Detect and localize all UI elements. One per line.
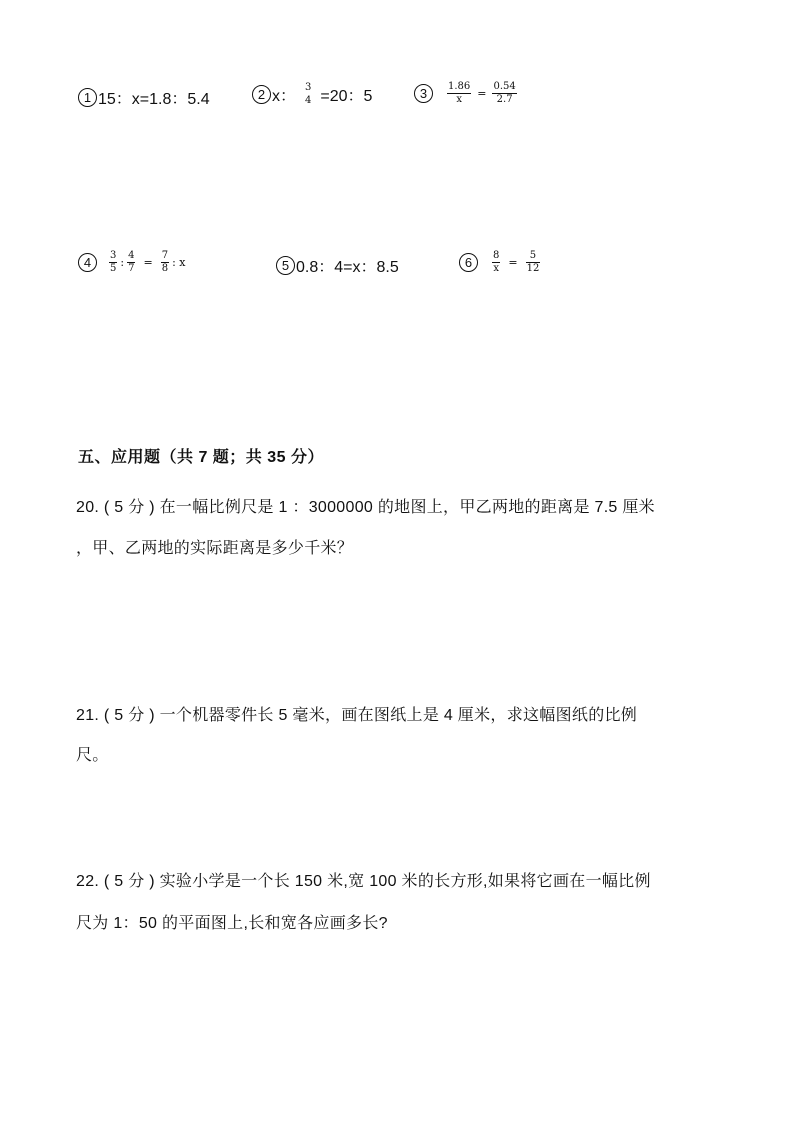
equals-sign: = xyxy=(508,256,518,269)
circled-number-5: 5 xyxy=(276,256,295,275)
equation-3 xyxy=(414,81,519,106)
question-20-line-2: ，甲、乙两地的实际距离是多少千米？ xyxy=(76,540,354,557)
fraction-denominator: 7 xyxy=(128,263,135,274)
section-title: 五、应用题（共 7 题；共 35 分） xyxy=(78,449,324,466)
equation-4-tail: : x xyxy=(172,256,186,269)
circled-number-3: 3 xyxy=(414,84,433,103)
question-22-line-2: 尺为 1：50 的平面图上,长和宽各应画多长? xyxy=(76,915,388,932)
question-20-line-1: 20. ( 5 分 ) 在一幅比例尺是 1 ：3000000 的地图上，甲乙两地的距离是 7.5 厘米 xyxy=(76,499,655,516)
fraction-denominator: x xyxy=(456,94,462,105)
fraction-numerator: 8 xyxy=(493,250,500,261)
fraction-numerator: 4 xyxy=(128,250,135,261)
fraction-denominator: 2.7 xyxy=(496,94,513,105)
fraction-denominator: 4 xyxy=(305,95,312,106)
fraction-numerator: 5 xyxy=(529,250,537,261)
fraction-left xyxy=(492,250,500,275)
fraction-numerator: 7 xyxy=(161,250,169,261)
equation-5 xyxy=(276,254,399,277)
equation-5-text: 0.8：4=x：8.5 xyxy=(296,259,399,276)
equation-2 xyxy=(252,82,372,107)
equation-2-prefix: x： xyxy=(272,88,297,105)
fraction-c xyxy=(161,250,169,275)
fraction-left xyxy=(447,81,471,106)
fraction-a xyxy=(109,250,117,275)
equals-sign: = xyxy=(143,256,153,269)
fraction-numerator: 3 xyxy=(110,250,117,261)
fraction-denominator: x xyxy=(493,263,499,274)
equation-6 xyxy=(459,250,542,275)
equation-2-suffix: =20：5 xyxy=(320,88,373,105)
circled-number-2: 2 xyxy=(252,85,271,104)
circled-number-4: 4 xyxy=(78,253,97,272)
fraction-denominator: 8 xyxy=(161,263,169,274)
fraction-denominator: 12 xyxy=(526,263,540,274)
equals-sign: = xyxy=(477,87,487,100)
fraction-b xyxy=(127,250,135,275)
fraction-right xyxy=(492,81,516,106)
ratio-colon: : xyxy=(120,256,125,269)
fraction-denominator: 5 xyxy=(110,263,117,274)
fraction-right xyxy=(526,250,541,275)
circled-number-1: 1 xyxy=(78,88,97,107)
question-21-line-1: 21. ( 5 分 ) 一个机器零件长 5 毫米，画在图纸上是 4 厘米，求这幅图纸的比例 xyxy=(76,707,638,724)
equation-1-text: 15：x=1.8：5.4 xyxy=(98,91,210,108)
equation-4 xyxy=(78,250,186,275)
fraction-numerator: 0.54 xyxy=(493,81,516,92)
fraction-numerator: 3 xyxy=(305,82,312,93)
fraction-numerator: 1.86 xyxy=(448,81,471,92)
question-21-line-2: 尺。 xyxy=(76,747,109,764)
circled-number-6: 6 xyxy=(459,253,478,272)
question-22-line-1: 22. ( 5 分 ) 实验小学是一个长 150 米,宽 100 米的长方形,如果将它画在一幅比例 xyxy=(76,873,651,890)
fraction-three-quarters xyxy=(304,82,312,107)
equation-1 xyxy=(78,86,210,109)
